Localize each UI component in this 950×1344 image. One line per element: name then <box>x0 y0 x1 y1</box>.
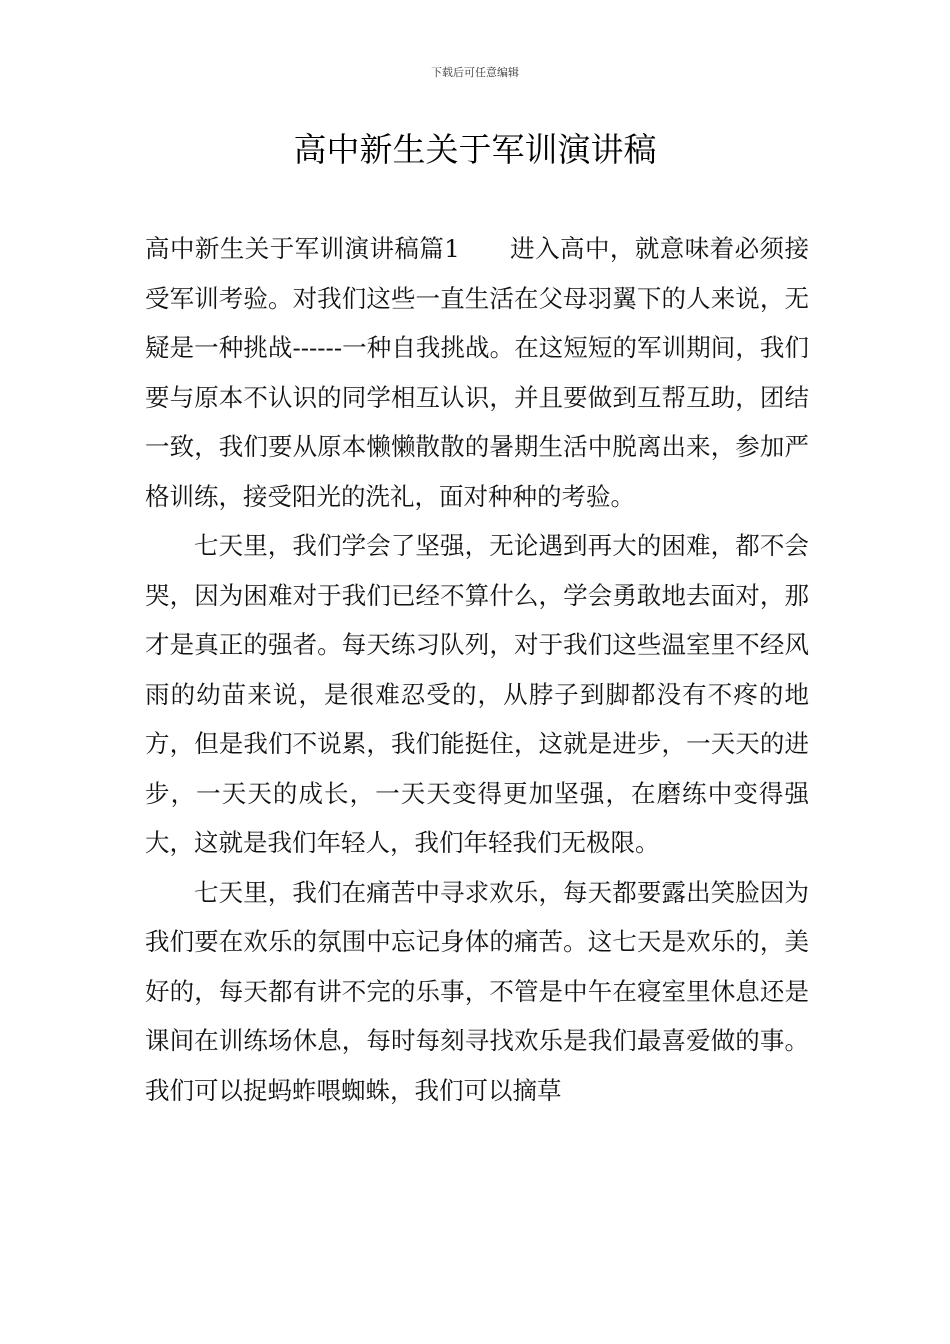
paragraph-3: 七天里，我们在痛苦中寻求欢乐，每天都要露出笑脸因为我们要在欢乐的氛围中忘记身体的痛苦。这七天是欢乐的，美好的，每天都有讲不完的乐事，不管是中午在寝室里休息还是课间在训练场休息，每时每刻寻找欢乐是我们最喜爱做的事。我们可以捉蚂蚱喂蜘蛛，我们可以摘草 <box>145 877 809 1105</box>
document-title: 高中新生关于军训演讲稿 <box>293 130 657 169</box>
paragraph-2: 七天里，我们学会了坚强，无论遇到再大的困难，都不会哭，因为困难对于我们已经不算什么，学会勇敢地去面对，那才是真正的强者。每天练习队列，对于我们这些温室里不经风雨的幼苗来说，是很难忍受的，从脖子到脚都没有不疼的地方，但是我们不说累，我们能挺住，这就是进步，一天天的进步，一天天的成长，一天天变得更加坚强，在磨练中变得强大，这就是我们年轻人，我们年轻我们无极限。 <box>145 531 809 857</box>
paragraph-1: 高中新生关于军训演讲稿篇1 进入高中，就意味着必须接受军训考验。对我们这些一直生活在父母羽翼下的人来说，无疑是一种挑战------一种自我挑战。在这短短的军训期间，我们要与原本不认识的同学相互认识，并且要做到互帮互助，团结一致，我们要从原本懒懒散散的暑期生活中脱离出来，参加严格训练，接受阳光的洗礼，面对种种的考验。 <box>145 234 809 511</box>
document-body <box>145 224 809 1115</box>
header-note: 下载后可任意编辑 <box>431 66 519 79</box>
